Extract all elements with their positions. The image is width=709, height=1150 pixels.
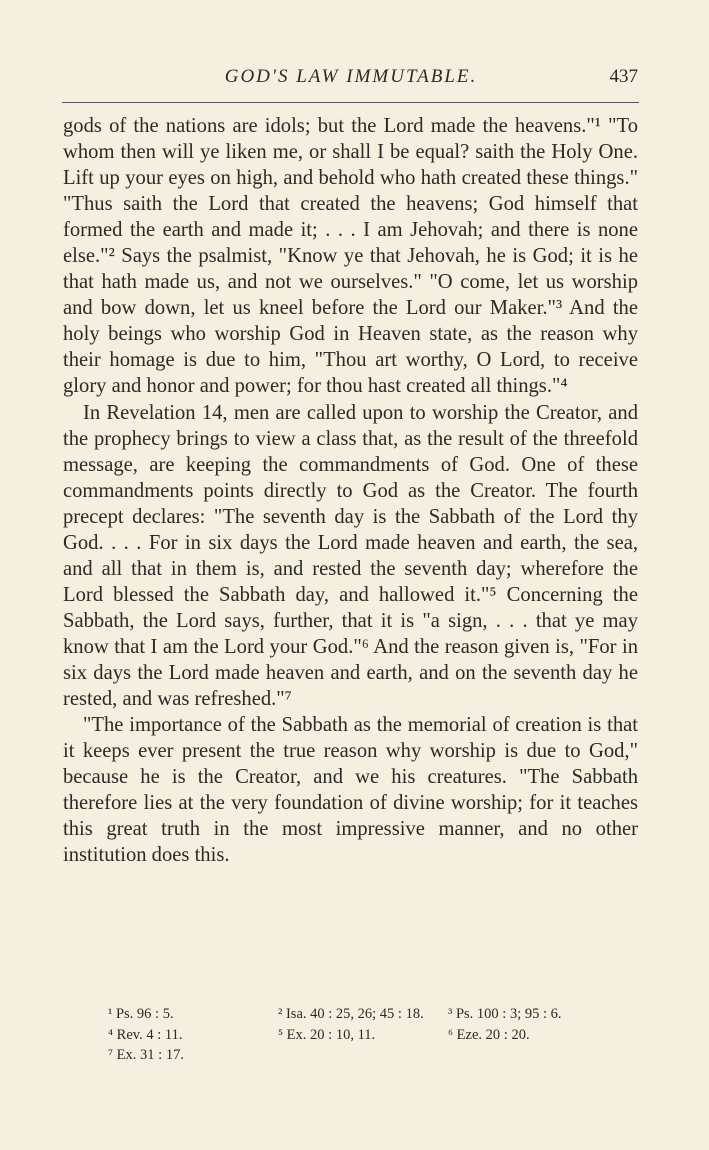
running-title: GOD'S LAW IMMUTABLE. bbox=[224, 66, 478, 87]
footnotes bbox=[108, 1004, 638, 1066]
footnote: ⁶ Eze. 20 : 20. bbox=[448, 1026, 530, 1043]
footnote: ² Isa. 40 : 25, 26; 45 : 18. bbox=[278, 1006, 424, 1022]
footnote: ⁵ Ex. 20 : 10, 11. bbox=[278, 1026, 376, 1043]
footnote: ⁴ Rev. 4 : 11. bbox=[108, 1026, 183, 1043]
footnote: ¹ Ps. 96 : 5. bbox=[108, 1006, 174, 1022]
body-text bbox=[63, 113, 638, 868]
paragraph: "The importance of the Sabbath as the memorial of creation is that it keeps ever present the true reason why worship is due to God," because he is the Creator, and we his creatures. "The Sabbath therefore lies at the very foundation of divine worship; for it teaches this great truth in the most impressive manner, and no other institution does this. bbox=[63, 714, 638, 867]
footnote-row bbox=[108, 1004, 638, 1025]
footnote-row bbox=[108, 1025, 638, 1046]
paragraph: In Revelation 14, men are called upon to worship the Creator, and the prophecy brings to view a class that, as the result of the threefold message, are keeping the commandments of God. One of these commandments points directly to God as the Creator. The fourth precept declares: "The seventh day is the Sabbath of the Lord thy God. . . . For in six days the Lord made heaven and earth, the sea, and all that in them is, and rested the seventh day; wherefore the Lord blessed the Sabbath day, and hallowed it."⁵ Concerning the Sabbath, the Lord says, further, that it is "a sign, . . . that ye may know that I am the Lord your God."⁶ And the reason given is, "For in six days the Lord made heaven and earth, and on the seventh day he rested, and was refreshed."⁷ bbox=[63, 401, 638, 711]
footnote: ⁷ Ex. 31 : 17. bbox=[108, 1047, 184, 1063]
footnote-row bbox=[108, 1045, 638, 1066]
footnote: ³ Ps. 100 : 3; 95 : 6. bbox=[448, 1006, 562, 1022]
paragraph: gods of the nations are idols; but the Lord made the heavens."¹ "To whom then will ye liken me, or shall I be equal? saith the Holy One. Lift up your eyes on high, and behold who hath created these things." "Thus saith the Lord that created the heavens; God himself that formed the earth and made it; . . . I am Jehovah; and there is none else."² Says the psalmist, "Know ye that Jehovah, he is God; it is he that hath made us, and not we ourselves." "O come, let us worship and bow down, let us kneel before the Lord our Maker."³ And the holy beings who worship God in Heaven state, as the reason why their homage is due to him, "Thou art worthy, O Lord, to receive glory and honor and power; for thou hast created all things."⁴ bbox=[63, 115, 638, 398]
running-header bbox=[64, 66, 638, 96]
page-number: 437 bbox=[609, 66, 638, 87]
header-rule bbox=[62, 102, 639, 103]
